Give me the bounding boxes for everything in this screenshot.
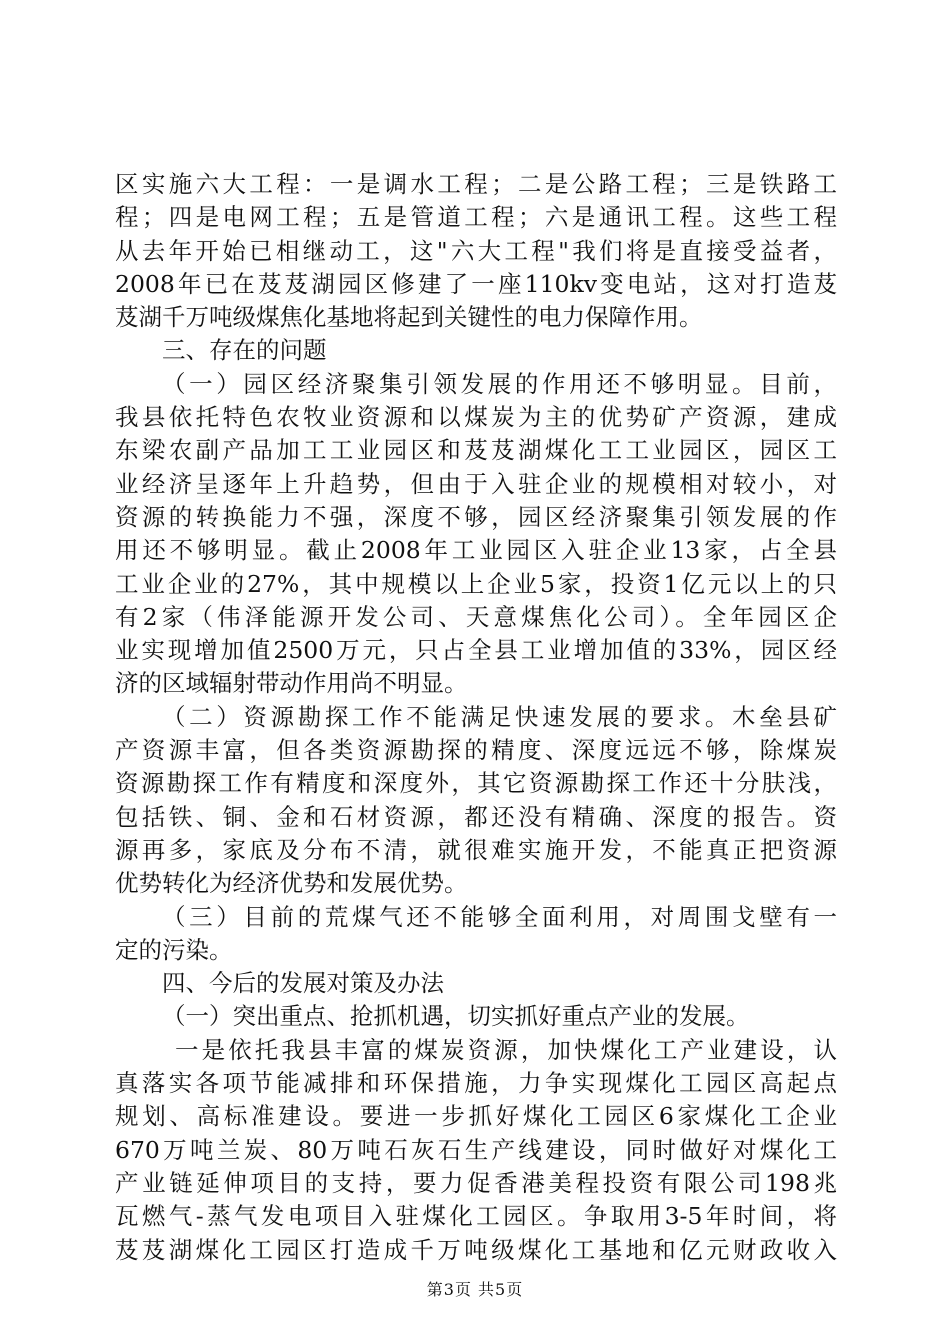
text-line: 程；四是电网工程；五是管道工程；六是通讯工程。这些工程 <box>115 203 837 232</box>
text-line: 有2家（伟泽能源开发公司、天意煤焦化公司）。全年园区企 <box>115 602 837 631</box>
text-line: 670万吨兰炭、80万吨石灰石生产线建设，同时做好对煤化工 <box>115 1135 837 1164</box>
text-line: 真落实各项节能减排和环保措施，力争实现煤化工园区高起点 <box>115 1069 837 1098</box>
text-line: 我县依托特色农牧业资源和以煤炭为主的优势矿产资源，建成 <box>115 403 837 432</box>
text-line: 源再多，家底及分布不清，就很难实施开发，不能真正把资源 <box>115 835 837 864</box>
text-line: 资源勘探工作有精度和深度外，其它资源勘探工作还十分肤浅， <box>115 769 837 798</box>
text-line: （三）目前的荒煤气还不能够全面利用，对周围戈壁有一 <box>162 902 837 931</box>
text-line: 东梁农副产品加工工业园区和芨芨湖煤化工工业园区，园区工 <box>115 436 837 465</box>
text-line: 包括铁、铜、金和石材资源，都还没有精确、深度的报告。资 <box>115 802 837 831</box>
text-line: 区实施六大工程：一是调水工程；二是公路工程；三是铁路工 <box>115 170 837 198</box>
section-heading: 四、今后的发展对策及办法 <box>162 969 444 998</box>
text-line: 定的污染。 <box>115 935 233 964</box>
text-line: （一）园区经济聚集引领发展的作用还不够明显。目前， <box>162 369 837 398</box>
document-body <box>115 168 837 1267</box>
text-line: 从去年开始已相继动工，这"六大工程"我们将是直接受益者， <box>115 236 837 265</box>
text-line: 业实现增加值2500万元，只占全县工业增加值的33%，园区经 <box>115 636 837 665</box>
text-line: 优势转化为经济优势和发展优势。 <box>115 869 468 898</box>
text-line: 芨湖千万吨级煤焦化基地将起到关键性的电力保障作用。 <box>115 303 703 332</box>
text-line: 工业企业的27%，其中规模以上企业5家，投资1亿元以上的只 <box>115 569 837 598</box>
text-line: 芨芨湖煤化工园区打造成千万吨级煤化工基地和亿元财政收入 <box>115 1235 837 1264</box>
text-line: 瓦燃气-蒸气发电项目入驻煤化工园区。争取用3-5年时间，将 <box>115 1202 837 1231</box>
page-number-footer: 第3页 共5页 <box>426 1280 524 1299</box>
text-line: 业经济呈逐年上升趋势，但由于入驻企业的规模相对较小，对 <box>115 469 837 498</box>
text-line: 产业链延伸项目的支持，要力促香港美程投资有限公司198兆 <box>115 1168 837 1197</box>
text-line: （二）资源勘探工作不能满足快速发展的要求。木垒县矿 <box>162 702 837 731</box>
text-line: 济的区域辐射带动作用尚不明显。 <box>115 669 468 698</box>
subsection-heading: （一）突出重点、抢抓机遇，切实抓好重点产业的发展。 <box>162 1002 750 1031</box>
text-line: 2008年已在芨芨湖园区修建了一座110kv变电站，这对打造芨 <box>115 269 837 298</box>
text-line: 规划、高标准建设。要进一步抓好煤化工园区6家煤化工企业 <box>115 1102 837 1131</box>
text-line: 产资源丰富，但各类资源勘探的精度、深度远远不够，除煤炭 <box>115 736 837 765</box>
section-heading: 三、存在的问题 <box>162 336 327 365</box>
text-line: 资源的转换能力不强，深度不够，园区经济聚集引领发展的作 <box>115 502 837 531</box>
text-line: 一是依托我县丰富的煤炭资源，加快煤化工产业建设，认 <box>175 1035 837 1064</box>
text-line: 用还不够明显。截止2008年工业园区入驻企业13家，占全县 <box>115 536 837 565</box>
